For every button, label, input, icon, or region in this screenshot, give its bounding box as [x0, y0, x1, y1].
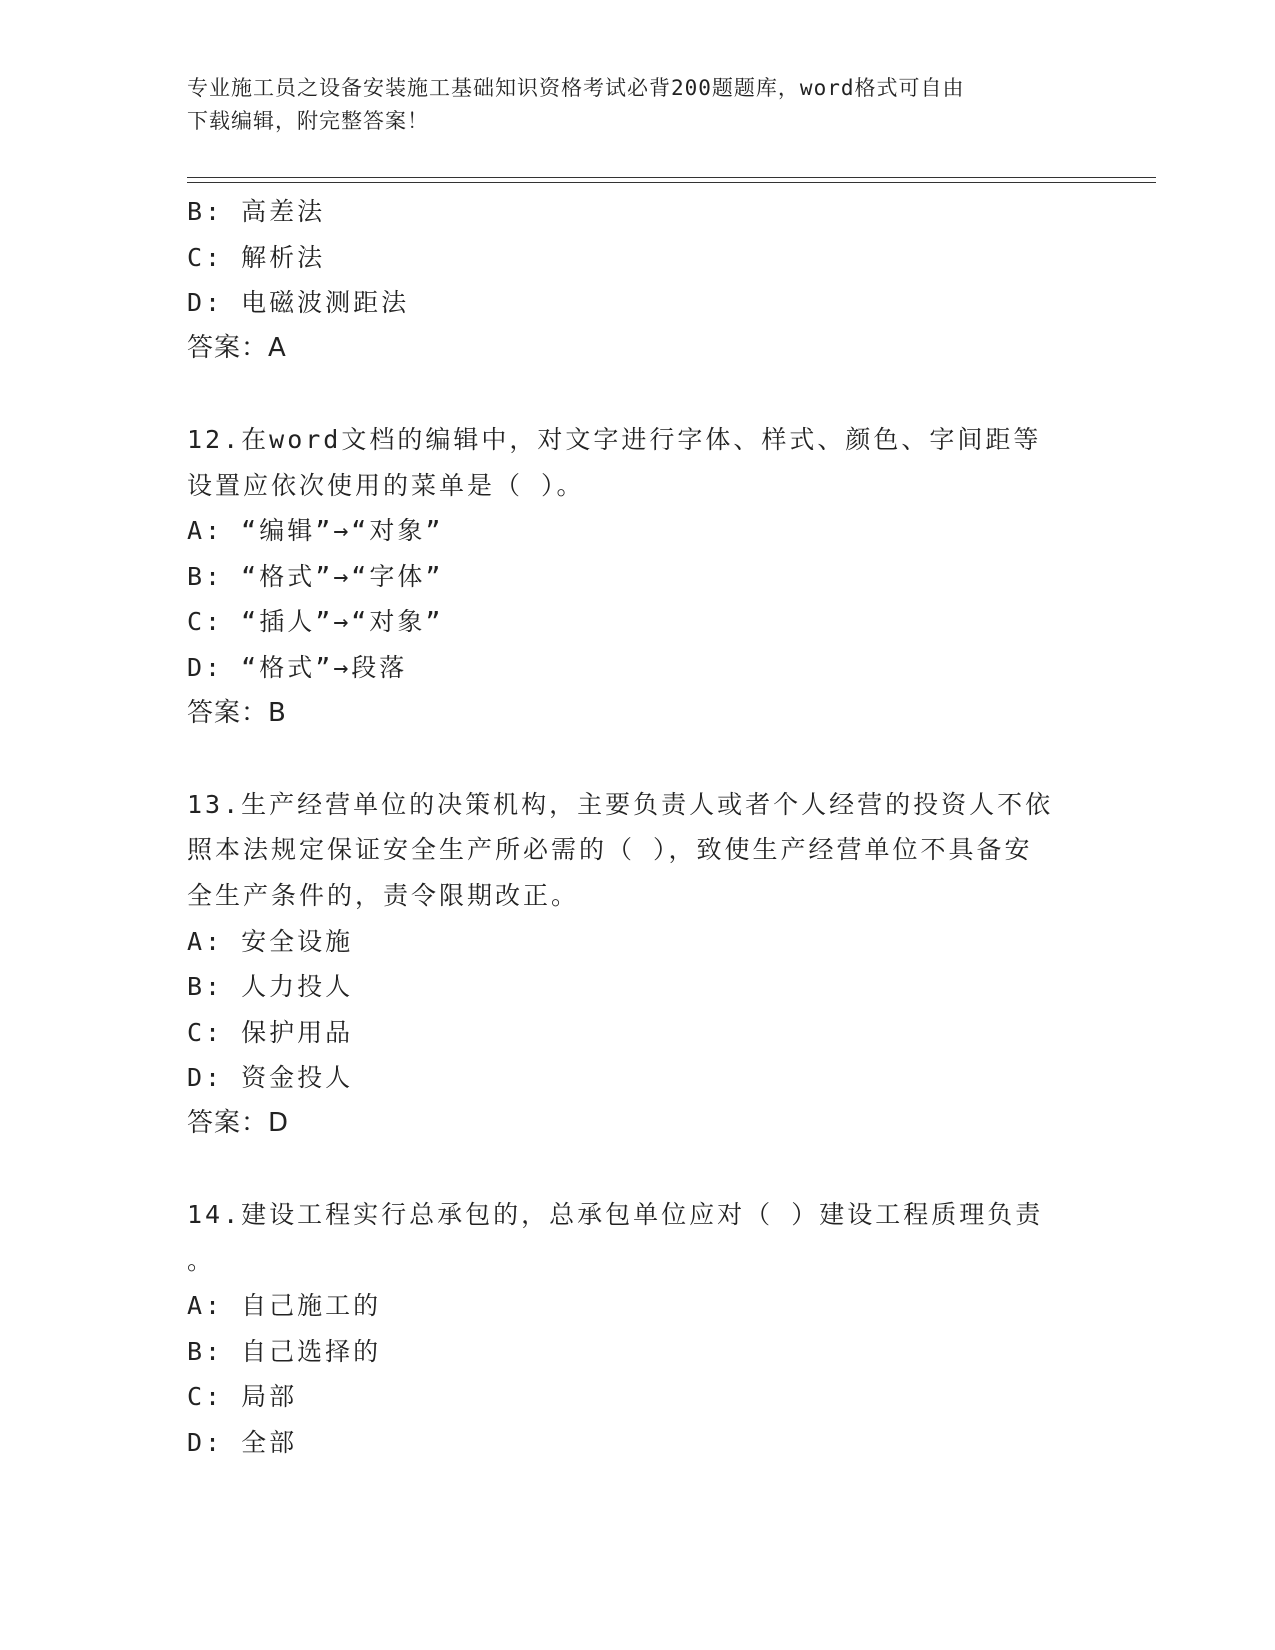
option-c: C: 局部 [187, 1382, 298, 1412]
option-b: B: 人力投人 [187, 972, 354, 1002]
spacer [187, 371, 1087, 417]
question-block-14 [187, 1192, 1087, 1466]
answer-line: 答案：D [187, 1107, 290, 1138]
option-c: C: 解析法 [187, 242, 326, 272]
option-b: B: 高差法 [187, 197, 326, 226]
answer-line: 答案：A [187, 332, 287, 363]
header-divider-top [187, 177, 1156, 178]
header-line-1: 专业施工员之设备安装施工基础知识资格考试必背200题题库，word格式可自由 [187, 76, 965, 100]
document-header [187, 72, 1087, 138]
document-body [187, 189, 1087, 1466]
question-stem-line: 全生产条件的，责令限期改正。 [187, 880, 580, 910]
option-a: A: “编辑”→“对象” [187, 516, 444, 546]
header-divider-bottom [187, 182, 1156, 183]
question-stem-line: 13.生产经营单位的决策机构，主要负责人或者个人经营的投资人不依 [187, 789, 1054, 819]
option-d: D: 资金投人 [187, 1063, 354, 1093]
question-block-12 [187, 417, 1087, 736]
spacer [187, 736, 1087, 782]
option-c: C: “插人”→“对象” [187, 607, 444, 637]
option-d: D: 电磁波测距法 [187, 288, 410, 318]
option-d: D: “格式”→段落 [187, 652, 408, 682]
question-block-11 [187, 189, 1087, 371]
option-a: A: 自己施工的 [187, 1291, 382, 1321]
option-a: A: 安全设施 [187, 926, 354, 956]
option-b: B: 自己选择的 [187, 1336, 382, 1366]
question-stem-line: 照本法规定保证安全生产所必需的（ ），致使生产经营单位不具备安 [187, 835, 1033, 865]
option-c: C: 保护用品 [187, 1017, 354, 1047]
answer-line: 答案：B [187, 697, 287, 728]
spacer [187, 1146, 1087, 1192]
option-b: B: “格式”→“字体” [187, 561, 444, 591]
question-stem-line: 设置应依次使用的菜单是（ ）。 [187, 470, 585, 500]
header-line-2: 下载编辑，附完整答案！ [187, 109, 429, 133]
option-d: D: 全部 [187, 1428, 298, 1458]
question-stem-line: 12.在word文档的编辑中，对文字进行字体、样式、颜色、字间距等 [187, 424, 1042, 454]
question-stem-line: 。 [187, 1245, 216, 1275]
question-stem-line: 14.建设工程实行总承包的，总承包单位应对（ ）建设工程质理负责 [187, 1200, 1044, 1230]
question-block-13 [187, 782, 1087, 1147]
